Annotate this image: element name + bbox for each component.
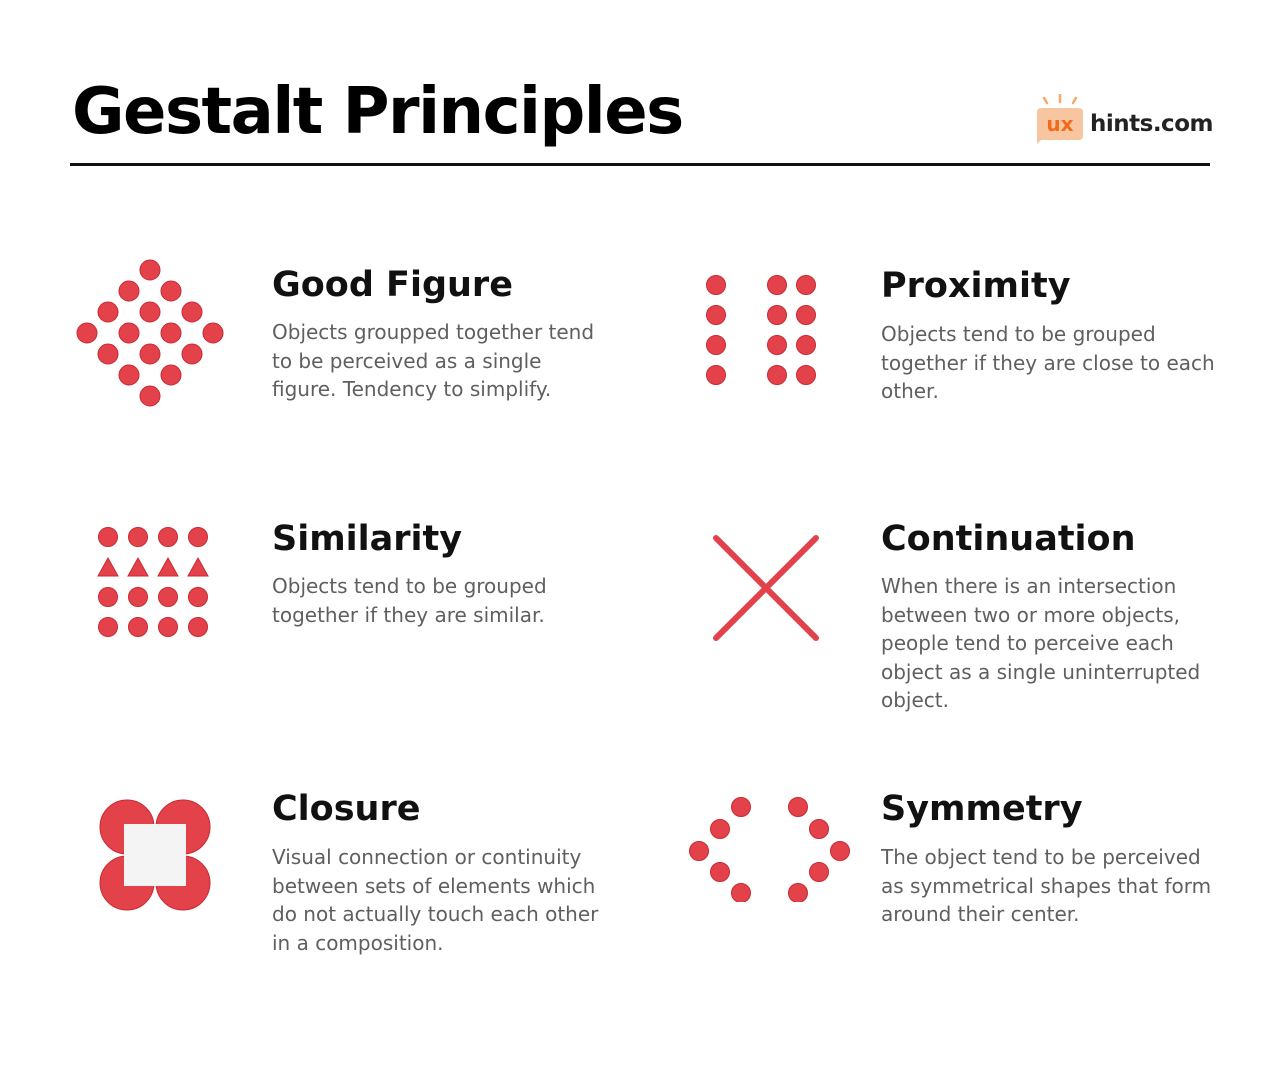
header-divider xyxy=(70,163,1210,166)
logo-domain-text: hints.com xyxy=(1090,111,1213,137)
uxhints-logo[interactable] xyxy=(1036,94,1216,152)
logo-badge-text: ux xyxy=(1046,112,1074,136)
dot-and-triangle-grid-icon xyxy=(90,520,220,644)
principle-description: The object tend to be perceived as symmetrical shapes that form around their center. xyxy=(881,845,1212,926)
crossed-lines-icon xyxy=(706,528,826,648)
principle-title: Symmetry xyxy=(881,789,1083,829)
principle-title: Good Figure xyxy=(272,265,513,305)
principle-title: Similarity xyxy=(272,519,463,559)
four-circles-implied-square-icon xyxy=(96,796,214,914)
principle-description: When there is an intersection between two or more objects, people tend to perceive each object as a single uninterrupted object. xyxy=(881,574,1201,712)
logo-rays-icon xyxy=(1036,94,1086,108)
symmetric-dot-brackets-icon xyxy=(684,792,854,902)
page-title: Gestalt Principles xyxy=(72,75,683,149)
principle-title: Proximity xyxy=(881,266,1071,306)
diamond-dot-pattern-icon xyxy=(70,254,230,414)
principle-title: Continuation xyxy=(881,519,1136,559)
principle-description: Objects tend to be grouped together if they are similar. xyxy=(272,574,547,627)
principle-description: Visual connection or continuity between sets of elements which do not actually touch each other in a composition. xyxy=(272,845,599,955)
grouped-dot-columns-icon xyxy=(700,270,830,390)
principle-description: Objects groupped together tend to be perceived as a single figure. Tendency to simplify. xyxy=(272,320,595,401)
principle-title: Closure xyxy=(272,789,421,829)
principle-description: Objects tend to be grouped together if they are close to each other. xyxy=(881,322,1215,403)
